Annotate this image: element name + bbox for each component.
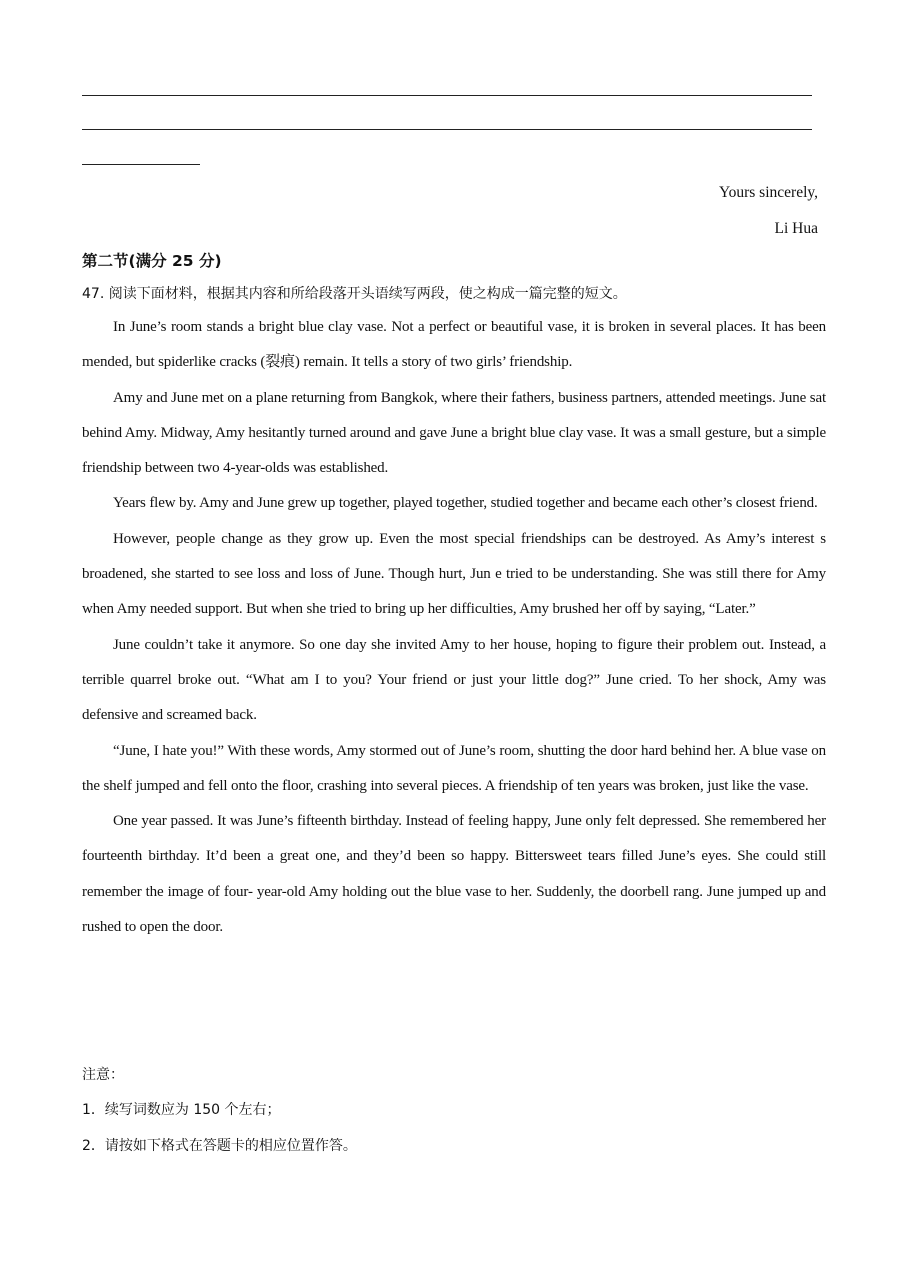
passage-paragraph: June couldn’t take it anymore. So one day she invited Amy to her house, hoping to figure their problem out. Instead, a terrible quarrel broke out. “What am I to you? Your friend or just your little dog?” June cried. To her shock, Amy was defensive and screamed back. — [82, 636, 826, 724]
note-item: 2．请按如下格式在答题卡的相应位置作答。 — [82, 1137, 357, 1154]
passage-paragraph: However, people change as they grow up. Even the most special friendships can be destroyed. As Amy’s interest s broadened, she started to see loss and loss of June. Though hurt, Jun e tried to be understanding. She was still there for Amy when Amy needed support. But when she tried to bring up her difficulties, Amy brushed her off by saying, “Later.” — [82, 530, 826, 618]
note-item: 1．续写词数应为 150 个左右； — [82, 1102, 281, 1119]
passage-paragraph: Years flew by. Amy and June grew up together, played together, studied together and became each other’s closest friend. — [113, 495, 818, 512]
answer-blank-line — [82, 95, 812, 96]
reading-passage — [82, 310, 826, 945]
letter-signature-name: Li Hua — [774, 220, 818, 237]
passage-paragraph: One year passed. It was June’s fifteenth birthday. Instead of feeling happy, June only felt depressed. She remembered her fourteenth birthday. It’d been a great one, and they’d been so happy. Bittersweet tears filled June’s eyes. She could still remember the image of four- year-old Amy holding out the blue vase to her. Suddenly, the doorbell rang. June jumped up and rushed to open the door. — [82, 813, 826, 936]
passage-paragraph: “June, I hate you!” With these words, Amy stormed out of June’s room, shutting the door hard behind her. A blue vase on the shelf jumped and fell onto the floor, crashing into several pieces. A friendship of ten years was broken, just like the vase. — [82, 742, 826, 794]
question-instruction: 47. 阅读下面材料，根据其内容和所给段落开头语续写两段，使之构成一篇完整的短文。 — [82, 286, 627, 302]
answer-blank-line — [82, 164, 200, 165]
passage-paragraph: Amy and June met on a plane returning from Bangkok, where their fathers, business partners, attended meetings. June sat behind Amy. Midway, Amy hesitantly turned around and gave June a bright blue clay vase. It was a small gesture, but a simple friendship between two 4-year-olds was established. — [82, 389, 826, 477]
answer-blank-line — [82, 129, 812, 130]
letter-sign-off: Yours sincerely, — [718, 184, 818, 201]
passage-paragraph: In June’s room stands a bright blue clay vase. Not a perfect or beautiful vase, it is broken in several places. It has been mended, but spiderlike cracks (裂痕) remain. It tells a story of two girls’ friendship. — [82, 319, 826, 371]
section-title: 第二节(满分 25 分) — [82, 252, 222, 270]
notes-heading: 注意： — [82, 1067, 124, 1083]
notes-section — [82, 1058, 822, 1164]
